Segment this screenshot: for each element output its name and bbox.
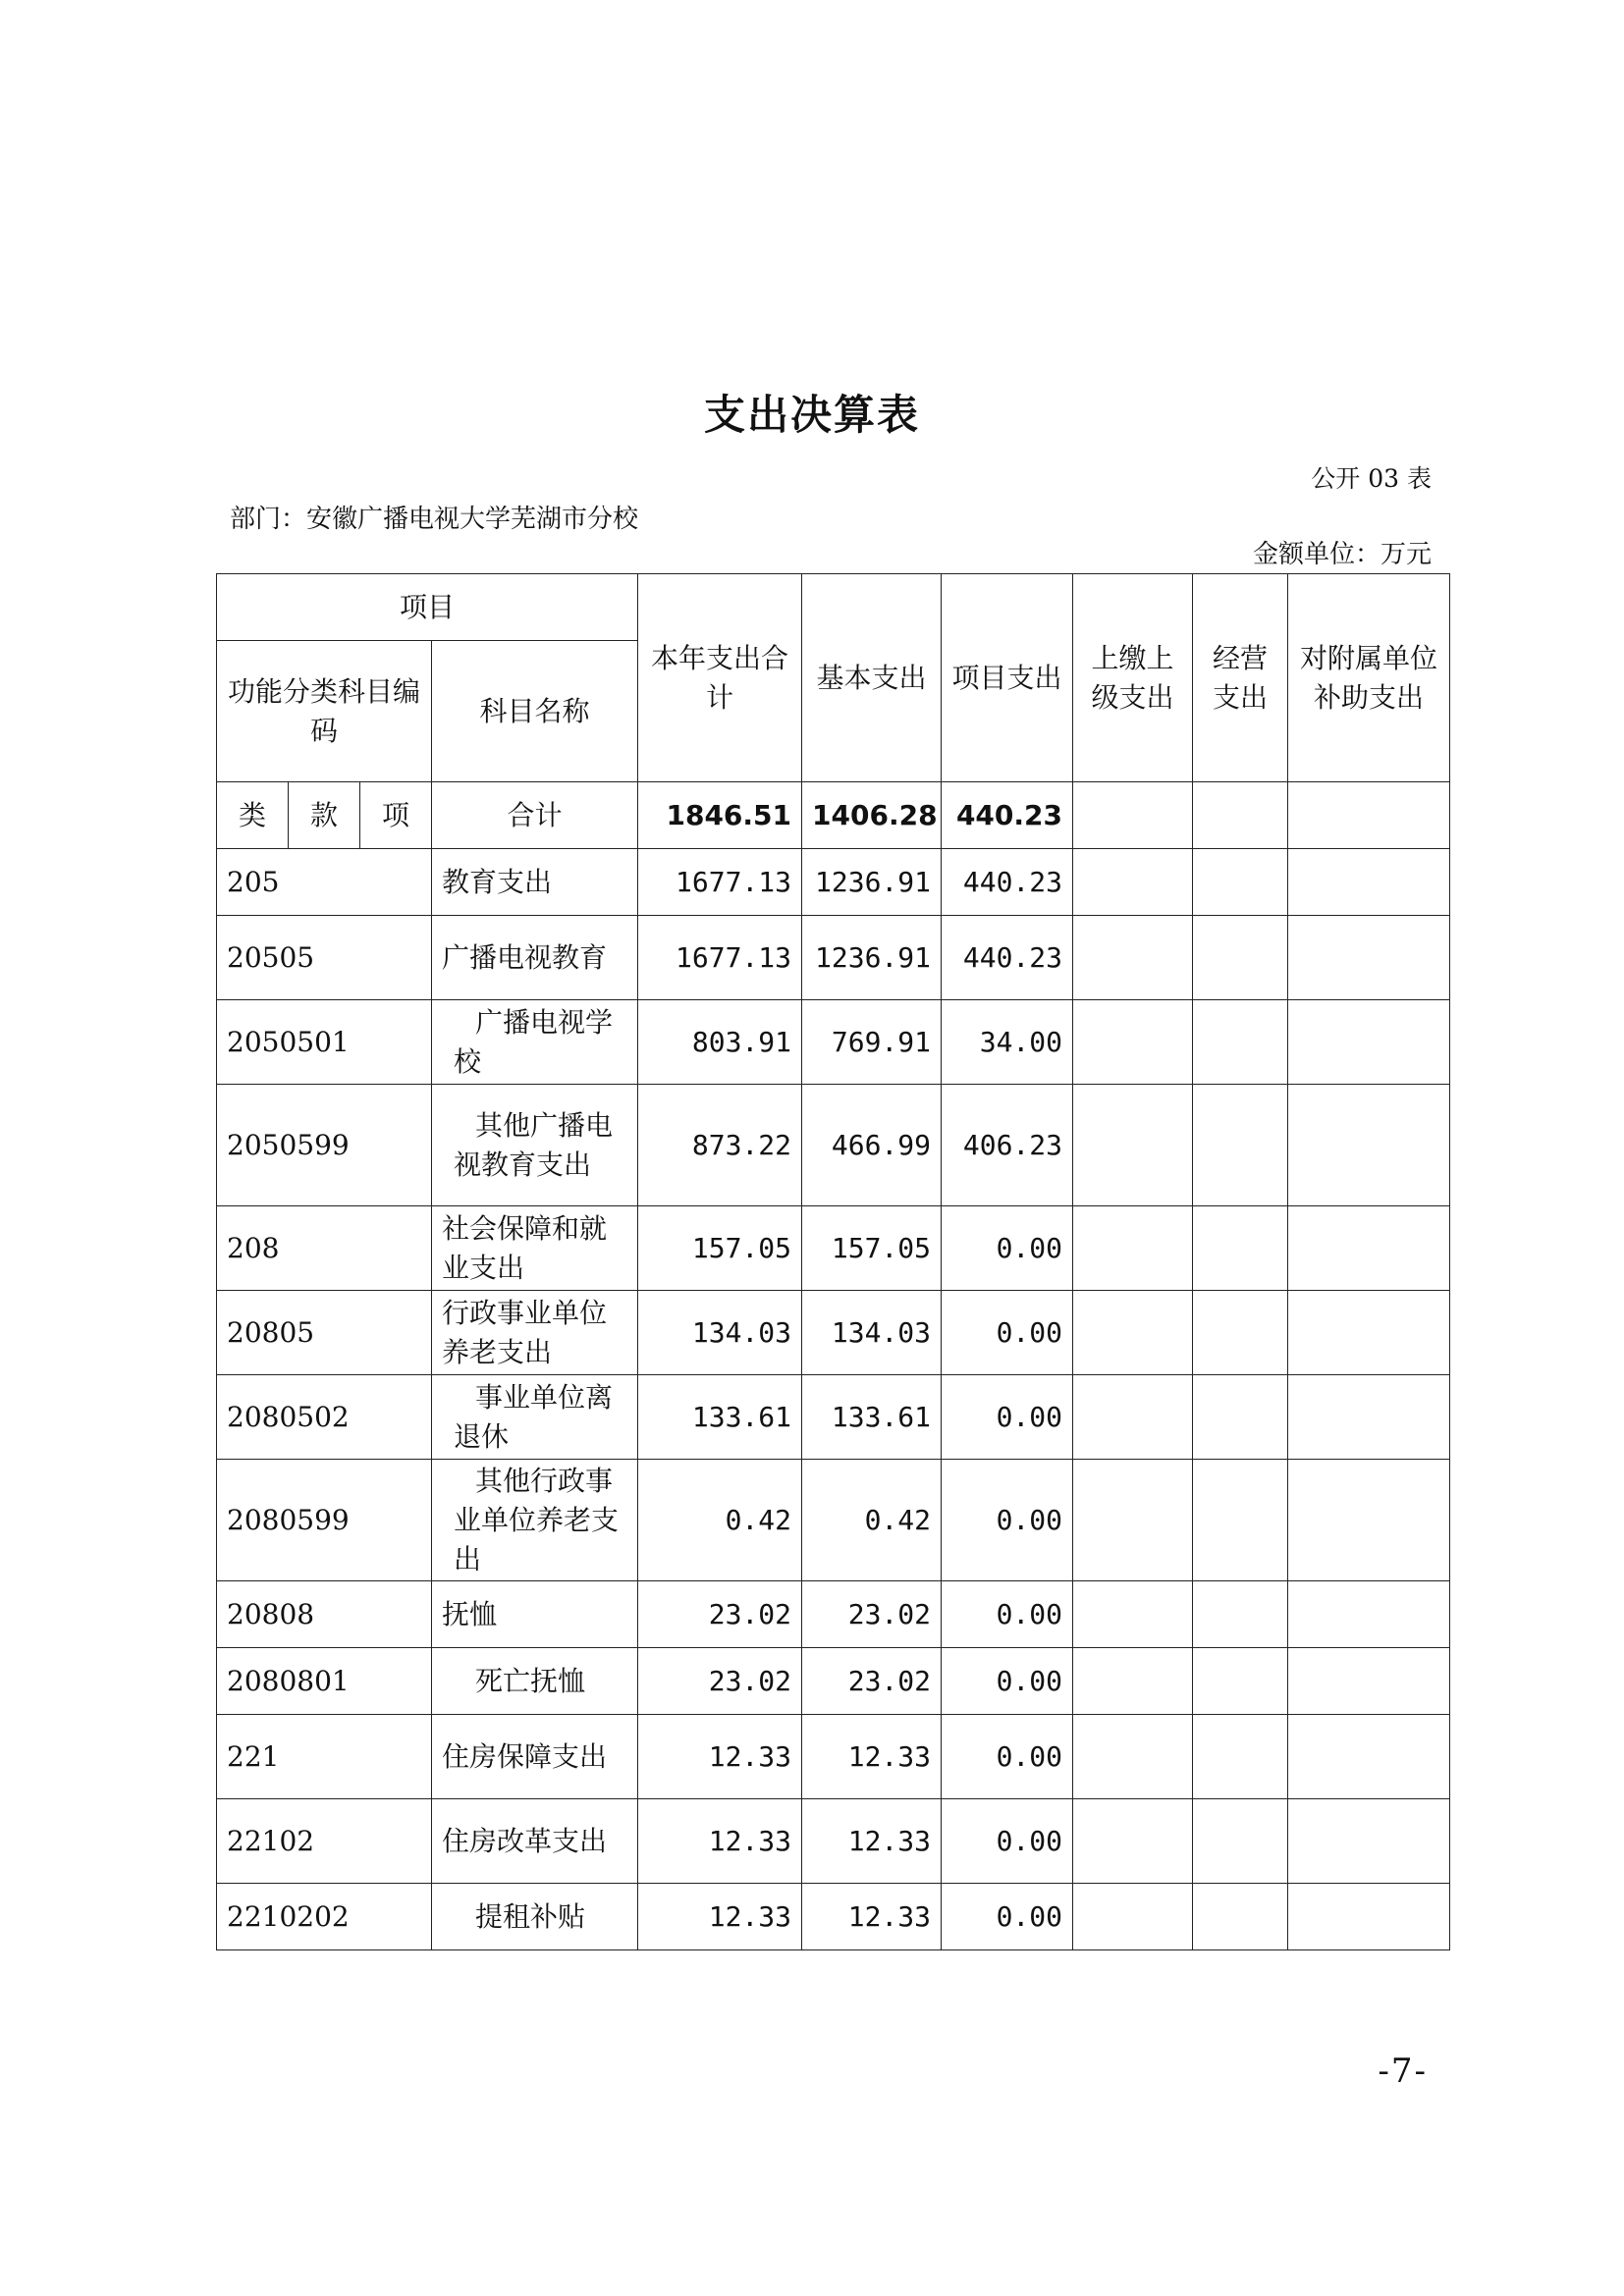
table-row: [217, 1648, 1450, 1715]
row-name: 教育支出: [432, 849, 638, 916]
row-project: 0.00: [942, 1799, 1073, 1884]
row-name: 行政事业单位养老支出: [432, 1291, 638, 1375]
row-basic: 1236.91: [802, 849, 942, 916]
row-subsidy: [1288, 916, 1450, 1000]
row-business: [1193, 1581, 1288, 1648]
header-basic: 基本支出: [802, 574, 942, 782]
row-total: 133.61: [638, 1375, 802, 1460]
header-business: 经营支出: [1193, 574, 1288, 782]
header-subsidy: 对附属单位补助支出: [1288, 574, 1450, 782]
row-total: 12.33: [638, 1884, 802, 1950]
summary-kuan: 款: [289, 782, 360, 849]
row-basic: 133.61: [802, 1375, 942, 1460]
row-name: 抚恤: [432, 1581, 638, 1648]
row-subsidy: [1288, 1206, 1450, 1291]
row-upper: [1073, 1375, 1193, 1460]
row-project: 440.23: [942, 916, 1073, 1000]
row-basic: 0.42: [802, 1460, 942, 1581]
table-row: [217, 849, 1450, 916]
table-row: [217, 1375, 1450, 1460]
summary-subsidy: [1288, 782, 1450, 849]
summary-label: 合计: [432, 782, 638, 849]
row-upper: [1073, 916, 1193, 1000]
row-total: 134.03: [638, 1291, 802, 1375]
row-project: 0.00: [942, 1581, 1073, 1648]
row-name: 社会保障和就业支出: [432, 1206, 638, 1291]
header-total: 本年支出合计: [638, 574, 802, 782]
row-business: [1193, 1000, 1288, 1085]
expenditure-table: [216, 573, 1450, 1950]
row-total: 23.02: [638, 1648, 802, 1715]
row-total: 873.22: [638, 1085, 802, 1206]
row-basic: 23.02: [802, 1581, 942, 1648]
row-code: 2080502: [217, 1375, 432, 1460]
row-business: [1193, 1715, 1288, 1799]
row-name: 住房改革支出: [432, 1799, 638, 1884]
page-number: -7-: [1378, 2052, 1428, 2091]
row-total: 23.02: [638, 1581, 802, 1648]
table-row: [217, 1000, 1450, 1085]
row-code: 2080599: [217, 1460, 432, 1581]
row-total: 12.33: [638, 1715, 802, 1799]
row-subsidy: [1288, 1581, 1450, 1648]
row-upper: [1073, 1000, 1193, 1085]
row-business: [1193, 916, 1288, 1000]
row-code: 20505: [217, 916, 432, 1000]
row-upper: [1073, 849, 1193, 916]
row-subsidy: [1288, 849, 1450, 916]
header-project: 项目支出: [942, 574, 1073, 782]
row-upper: [1073, 1884, 1193, 1950]
row-total: 0.42: [638, 1460, 802, 1581]
row-business: [1193, 1085, 1288, 1206]
header-name: 科目名称: [432, 641, 638, 782]
row-name: 广播电视学校: [432, 1000, 638, 1085]
row-business: [1193, 1206, 1288, 1291]
row-upper: [1073, 1581, 1193, 1648]
department-label: 部门：安徽广播电视大学芜湖市分校: [230, 505, 639, 534]
summary-upper: [1073, 782, 1193, 849]
table-row: [217, 1715, 1450, 1799]
row-subsidy: [1288, 1884, 1450, 1950]
row-code: 2080801: [217, 1648, 432, 1715]
row-total: 803.91: [638, 1000, 802, 1085]
row-name: 事业单位离退休: [432, 1375, 638, 1460]
row-name: 其他行政事业单位养老支出: [432, 1460, 638, 1581]
row-total: 157.05: [638, 1206, 802, 1291]
row-code: 2050501: [217, 1000, 432, 1085]
table-row: [217, 1460, 1450, 1581]
row-project: 0.00: [942, 1460, 1073, 1581]
row-upper: [1073, 1460, 1193, 1581]
row-code: 20808: [217, 1581, 432, 1648]
row-project: 406.23: [942, 1085, 1073, 1206]
row-upper: [1073, 1291, 1193, 1375]
summary-business: [1193, 782, 1288, 849]
row-upper: [1073, 1799, 1193, 1884]
summary-basic: 1406.28: [802, 782, 942, 849]
row-upper: [1073, 1648, 1193, 1715]
summary-xiang: 项: [360, 782, 432, 849]
table-row: [217, 1581, 1450, 1648]
row-code: 2050599: [217, 1085, 432, 1206]
header-row-1: [217, 574, 1450, 641]
row-business: [1193, 1291, 1288, 1375]
form-number: 公开 03 表: [1311, 464, 1432, 493]
row-subsidy: [1288, 1000, 1450, 1085]
row-upper: [1073, 1715, 1193, 1799]
row-project: 0.00: [942, 1715, 1073, 1799]
row-total: 12.33: [638, 1799, 802, 1884]
amount-unit-label: 金额单位：万元: [1252, 540, 1432, 569]
row-subsidy: [1288, 1648, 1450, 1715]
table-row: [217, 916, 1450, 1000]
summary-project: 440.23: [942, 782, 1073, 849]
row-subsidy: [1288, 1085, 1450, 1206]
row-name: 住房保障支出: [432, 1715, 638, 1799]
header-code: 功能分类科目编码: [217, 641, 432, 782]
row-basic: 769.91: [802, 1000, 942, 1085]
row-total: 1677.13: [638, 849, 802, 916]
row-subsidy: [1288, 1460, 1450, 1581]
row-business: [1193, 1884, 1288, 1950]
table-row: [217, 1085, 1450, 1206]
row-project: 440.23: [942, 849, 1073, 916]
row-basic: 1236.91: [802, 916, 942, 1000]
row-name: 广播电视教育: [432, 916, 638, 1000]
row-upper: [1073, 1085, 1193, 1206]
row-project: 0.00: [942, 1884, 1073, 1950]
row-basic: 466.99: [802, 1085, 942, 1206]
row-total: 1677.13: [638, 916, 802, 1000]
row-name: 其他广播电视教育支出: [432, 1085, 638, 1206]
row-code: 20805: [217, 1291, 432, 1375]
row-basic: 23.02: [802, 1648, 942, 1715]
header-upper: 上缴上级支出: [1073, 574, 1193, 782]
row-project: 0.00: [942, 1206, 1073, 1291]
table-row: [217, 1884, 1450, 1950]
row-upper: [1073, 1206, 1193, 1291]
row-business: [1193, 1375, 1288, 1460]
row-subsidy: [1288, 1715, 1450, 1799]
row-name: 提租补贴: [432, 1884, 638, 1950]
table-row: [217, 1206, 1450, 1291]
summary-row: [217, 782, 1450, 849]
row-code: 205: [217, 849, 432, 916]
row-business: [1193, 849, 1288, 916]
row-project: 0.00: [942, 1648, 1073, 1715]
row-code: 22102: [217, 1799, 432, 1884]
row-subsidy: [1288, 1799, 1450, 1884]
row-subsidy: [1288, 1291, 1450, 1375]
row-business: [1193, 1460, 1288, 1581]
summary-lei: 类: [217, 782, 289, 849]
row-basic: 12.33: [802, 1884, 942, 1950]
row-basic: 12.33: [802, 1799, 942, 1884]
row-code: 2210202: [217, 1884, 432, 1950]
table-row: [217, 1291, 1450, 1375]
row-basic: 157.05: [802, 1206, 942, 1291]
header-item: 项目: [217, 574, 638, 641]
row-project: 34.00: [942, 1000, 1073, 1085]
page-title: 支出决算表: [703, 391, 920, 439]
row-name: 死亡抚恤: [432, 1648, 638, 1715]
row-subsidy: [1288, 1375, 1450, 1460]
row-business: [1193, 1648, 1288, 1715]
row-project: 0.00: [942, 1291, 1073, 1375]
row-code: 221: [217, 1715, 432, 1799]
row-basic: 134.03: [802, 1291, 942, 1375]
row-business: [1193, 1799, 1288, 1884]
summary-total: 1846.51: [638, 782, 802, 849]
table-row: [217, 1799, 1450, 1884]
row-basic: 12.33: [802, 1715, 942, 1799]
row-code: 208: [217, 1206, 432, 1291]
row-project: 0.00: [942, 1375, 1073, 1460]
